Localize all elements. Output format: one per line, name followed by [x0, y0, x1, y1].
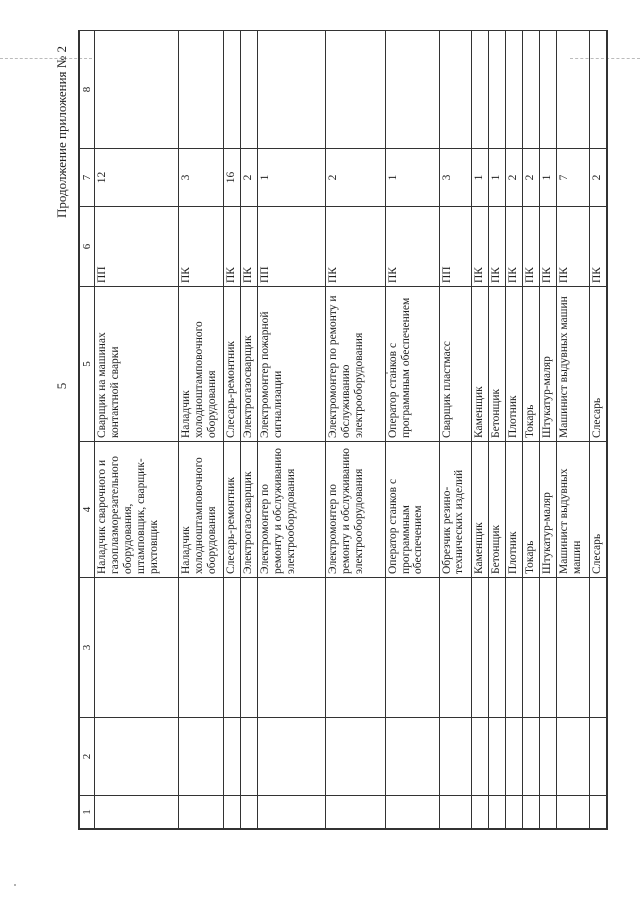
note-cell: [589, 31, 606, 149]
current-profession-cell: Наладчик сварочного и газоплазморезательного оборудования, штамповщик, сварщик-рихтовщик: [95, 442, 179, 578]
column-header: 6: [80, 207, 95, 287]
note-cell: [179, 31, 224, 149]
rotated-table-container: [79, 31, 607, 829]
current-profession-cell: Электрогазосварщик: [241, 442, 258, 578]
column-header: 1: [80, 796, 95, 829]
table-header-row: [80, 31, 95, 829]
training-profession-cell: Слесарь: [589, 287, 606, 442]
current-profession-cell: Бетонщик: [489, 442, 506, 578]
col2-cell: [523, 718, 540, 796]
training-profession-cell: Токарь: [523, 287, 540, 442]
note-cell: [224, 31, 241, 149]
training-type-cell: ПП: [95, 207, 179, 287]
table-row: [439, 31, 471, 829]
current-profession-cell: Токарь: [523, 442, 540, 578]
training-profession-cell: Наладчик холодноштамповочного оборудования: [179, 287, 224, 442]
col3-cell: [540, 578, 557, 718]
note-cell: [523, 31, 540, 149]
training-profession-cell: Машинист выдувных машин: [557, 287, 589, 442]
table-row: [179, 31, 224, 829]
note-cell: [95, 31, 179, 149]
col1-cell: [224, 796, 241, 829]
col3-cell: [179, 578, 224, 718]
col2-cell: [385, 718, 439, 796]
table-row: [557, 31, 589, 829]
col3-cell: [95, 578, 179, 718]
note-cell: [385, 31, 439, 149]
training-type-cell: ПК: [385, 207, 439, 287]
col3-cell: [439, 578, 471, 718]
training-type-cell: ПК: [506, 207, 523, 287]
col2-cell: [224, 718, 241, 796]
col1-cell: [385, 796, 439, 829]
col3-cell: [489, 578, 506, 718]
col1-cell: [540, 796, 557, 829]
column-header: 3: [80, 578, 95, 718]
count-cell: 2: [523, 149, 540, 207]
current-profession-cell: Электромонтер по ремонту и обслуживанию электрооборудования: [258, 442, 326, 578]
col3-cell: [557, 578, 589, 718]
count-cell: 2: [326, 149, 385, 207]
training-profession-cell: Электрогазосварщик: [241, 287, 258, 442]
col2-cell: [95, 718, 179, 796]
col2-cell: [179, 718, 224, 796]
training-type-cell: ПК: [489, 207, 506, 287]
training-type-cell: ПК: [589, 207, 606, 287]
table-row: [95, 31, 179, 829]
table-row: [258, 31, 326, 829]
note-cell: [439, 31, 471, 149]
current-profession-cell: Каменщик: [471, 442, 488, 578]
table-row: [241, 31, 258, 829]
training-type-cell: ПК: [326, 207, 385, 287]
count-cell: 2: [589, 149, 606, 207]
col2-cell: [557, 718, 589, 796]
current-profession-cell: Электромонтер по ремонту и обслуживанию электрооборудования: [326, 442, 385, 578]
col3-cell: [241, 578, 258, 718]
training-type-cell: ПП: [439, 207, 471, 287]
table-row: [506, 31, 523, 829]
col2-cell: [258, 718, 326, 796]
training-type-cell: ПК: [241, 207, 258, 287]
current-profession-cell: Плотник: [506, 442, 523, 578]
column-header: 5: [80, 287, 95, 442]
training-profession-cell: Электромонтер по ремонту и обслуживанию электрооборудования: [326, 287, 385, 442]
current-profession-cell: Наладчик холодноштамповочного оборудования: [179, 442, 224, 578]
continuation-heading: Продолжение приложения № 2: [54, 46, 69, 218]
count-cell: 1: [540, 149, 557, 207]
col2-cell: [326, 718, 385, 796]
col3-cell: [385, 578, 439, 718]
table-row: [540, 31, 557, 829]
training-profession-cell: Оператор станков с программным обеспечением: [385, 287, 439, 442]
training-type-cell: ПК: [540, 207, 557, 287]
col2-cell: [540, 718, 557, 796]
note-cell: [489, 31, 506, 149]
col3-cell: [523, 578, 540, 718]
current-profession-cell: Штукатур-маляр: [540, 442, 557, 578]
table-row: [224, 31, 241, 829]
table-row: [523, 31, 540, 829]
current-profession-cell: Слесарь: [589, 442, 606, 578]
col3-cell: [258, 578, 326, 718]
table-row: [489, 31, 506, 829]
column-header: 2: [80, 718, 95, 796]
training-profession-cell: Плотник: [506, 287, 523, 442]
col1-cell: [95, 796, 179, 829]
count-cell: 1: [258, 149, 326, 207]
col1-cell: [439, 796, 471, 829]
col3-cell: [471, 578, 488, 718]
count-cell: 16: [224, 149, 241, 207]
col3-cell: [506, 578, 523, 718]
training-type-cell: ПК: [224, 207, 241, 287]
training-type-cell: ПК: [179, 207, 224, 287]
count-cell: 1: [385, 149, 439, 207]
table-row: [326, 31, 385, 829]
col2-cell: [589, 718, 606, 796]
col1-cell: [241, 796, 258, 829]
current-profession-cell: Обрезчик резино-технических изделий: [439, 442, 471, 578]
training-profession-cell: Бетонщик: [489, 287, 506, 442]
count-cell: 2: [506, 149, 523, 207]
training-profession-cell: Сварщик на машинах контактной сварки: [95, 287, 179, 442]
training-type-cell: ПП: [258, 207, 326, 287]
col1-cell: [326, 796, 385, 829]
col2-cell: [506, 718, 523, 796]
count-cell: 7: [557, 149, 589, 207]
note-cell: [326, 31, 385, 149]
col1-cell: [506, 796, 523, 829]
note-cell: [540, 31, 557, 149]
table-row: [385, 31, 439, 829]
count-cell: 1: [471, 149, 488, 207]
col2-cell: [439, 718, 471, 796]
col1-cell: [589, 796, 606, 829]
training-type-cell: ПК: [523, 207, 540, 287]
col1-cell: [471, 796, 488, 829]
count-cell: 12: [95, 149, 179, 207]
column-header: 8: [80, 31, 95, 149]
current-profession-cell: Машинист выдувных машин: [557, 442, 589, 578]
training-profession-cell: Штукатур-маляр: [540, 287, 557, 442]
count-cell: 2: [241, 149, 258, 207]
training-profession-cell: Слесарь-ремонтник: [224, 287, 241, 442]
note-cell: [471, 31, 488, 149]
training-profession-cell: Сварщик пластмасс: [439, 287, 471, 442]
table-row: [589, 31, 606, 829]
col1-cell: [179, 796, 224, 829]
col2-cell: [489, 718, 506, 796]
training-type-cell: ПК: [471, 207, 488, 287]
note-cell: [506, 31, 523, 149]
note-cell: [557, 31, 589, 149]
page-number: 5: [54, 382, 69, 390]
col1-cell: [489, 796, 506, 829]
col3-cell: [224, 578, 241, 718]
count-cell: 1: [489, 149, 506, 207]
count-cell: 3: [179, 149, 224, 207]
note-cell: [258, 31, 326, 149]
col1-cell: [258, 796, 326, 829]
col1-cell: [523, 796, 540, 829]
current-profession-cell: Слесарь-ремонтник: [224, 442, 241, 578]
scan-speck: [14, 884, 16, 886]
training-profession-cell: Каменщик: [471, 287, 488, 442]
appendix-table-frame: [78, 30, 608, 830]
note-cell: [241, 31, 258, 149]
current-profession-cell: Оператор станков с программным обеспечением: [385, 442, 439, 578]
column-header: 4: [80, 442, 95, 578]
col2-cell: [241, 718, 258, 796]
col1-cell: [557, 796, 589, 829]
training-profession-cell: Электромонтер пожарной сигнализации: [258, 287, 326, 442]
column-header: 7: [80, 149, 95, 207]
col2-cell: [471, 718, 488, 796]
col3-cell: [326, 578, 385, 718]
count-cell: 3: [439, 149, 471, 207]
table-row: [471, 31, 488, 829]
appendix-table: [79, 30, 607, 829]
training-type-cell: ПК: [557, 207, 589, 287]
col3-cell: [589, 578, 606, 718]
